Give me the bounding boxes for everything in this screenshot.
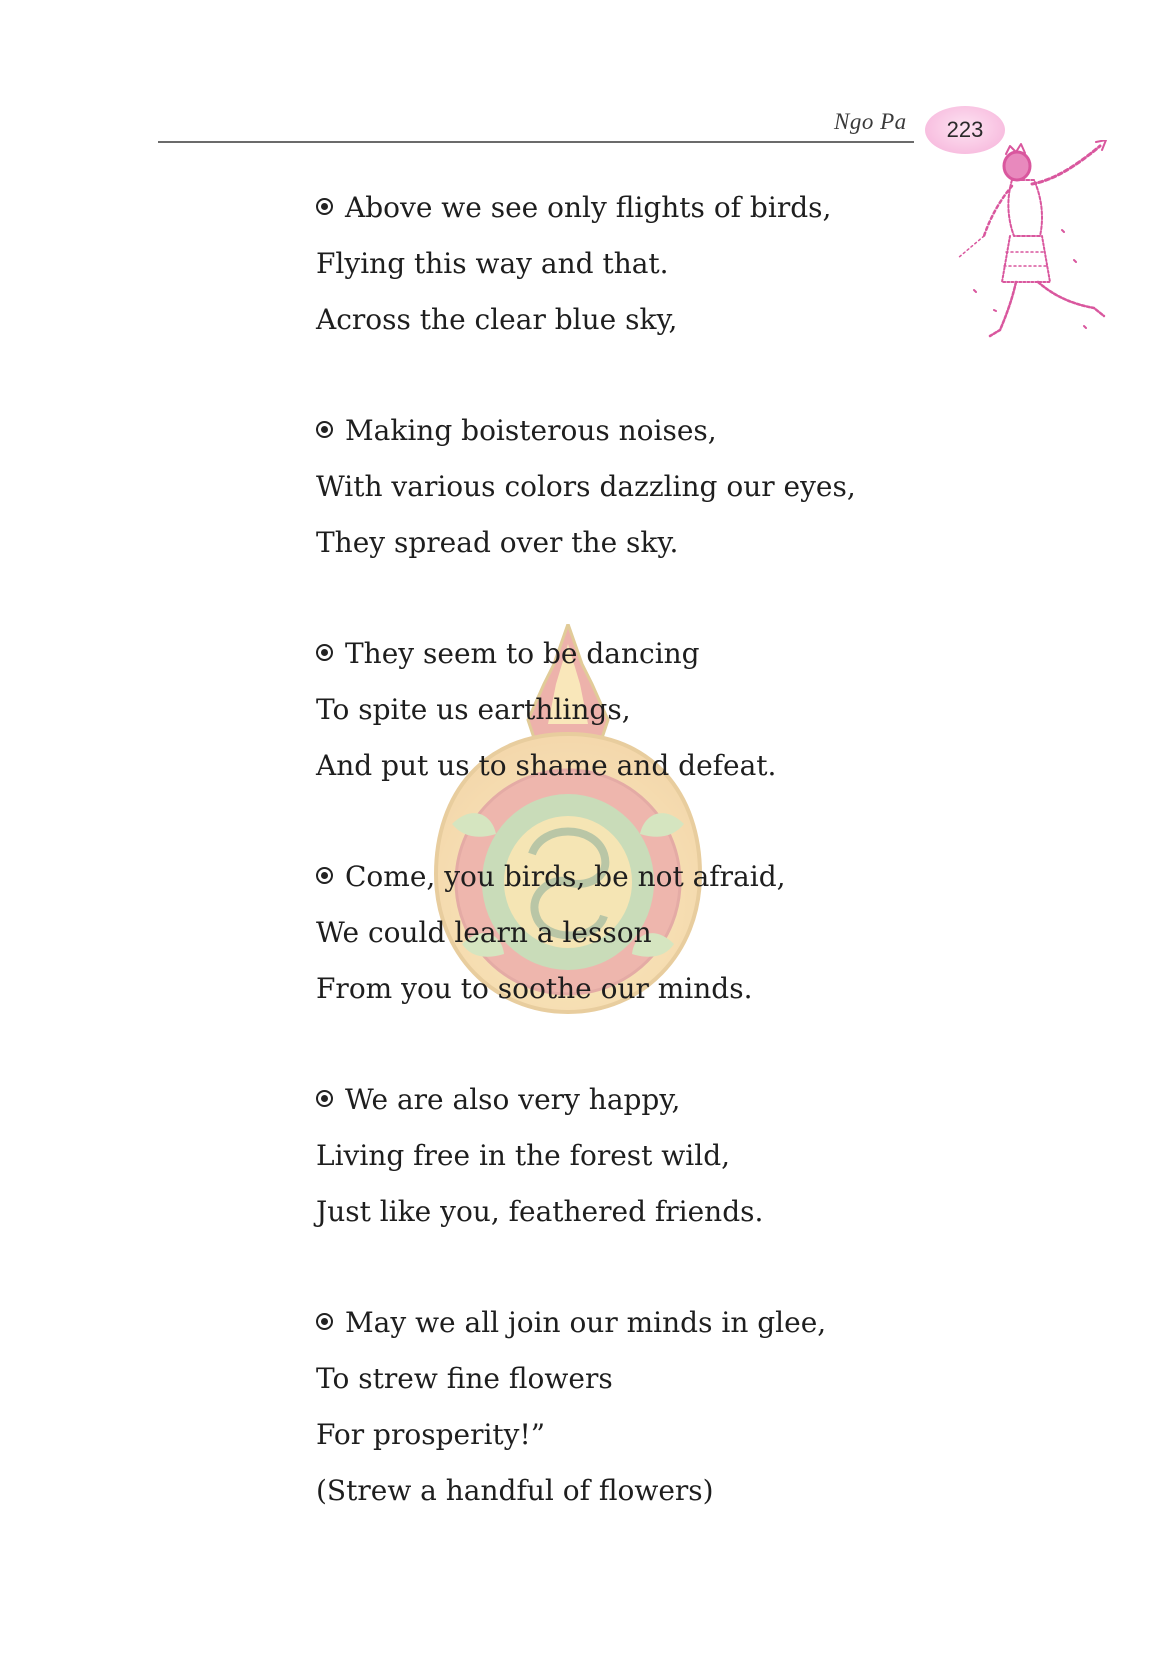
poem-line: They seem to be dancing bbox=[316, 626, 1016, 682]
poem-line: We are also very happy, bbox=[316, 1072, 1016, 1128]
poem-line: Above we see only flights of birds, bbox=[316, 180, 1016, 236]
page-number: 223 bbox=[946, 117, 984, 142]
poem-line: Just like you, feathered friends. bbox=[316, 1195, 764, 1228]
poem bbox=[316, 180, 1016, 1574]
poem-line: Flying this way and that. bbox=[316, 247, 669, 280]
poem-line: Making boisterous noises, bbox=[316, 403, 1016, 459]
running-head: Ngo Pa bbox=[834, 109, 907, 134]
stanza bbox=[316, 403, 1016, 571]
poem-line: Across the clear blue sky, bbox=[316, 303, 678, 336]
circle-bullet-icon bbox=[316, 867, 333, 884]
circle-bullet-icon bbox=[316, 1090, 333, 1107]
poem-line: For prosperity!” bbox=[316, 1418, 546, 1451]
stage-direction: (Strew a handful of flowers) bbox=[316, 1474, 714, 1507]
stanza bbox=[316, 180, 1016, 348]
poem-line: Come, you birds, be not afraid, bbox=[316, 849, 1016, 905]
poem-line: May we all join our minds in glee, bbox=[316, 1295, 1016, 1351]
circle-bullet-icon bbox=[316, 1313, 333, 1330]
stanza bbox=[316, 626, 1016, 794]
stanza bbox=[316, 1072, 1016, 1240]
stanza bbox=[316, 849, 1016, 1017]
circle-bullet-icon bbox=[316, 198, 333, 215]
poem-line: And put us to shame and defeat. bbox=[316, 749, 777, 782]
poem-line: We could learn a lesson bbox=[316, 916, 652, 949]
circle-bullet-icon bbox=[316, 644, 333, 661]
circle-bullet-icon bbox=[316, 421, 333, 438]
poem-line: Living free in the forest wild, bbox=[316, 1139, 731, 1172]
poem-line: From you to soothe our minds. bbox=[316, 972, 753, 1005]
stanza bbox=[316, 1295, 1016, 1519]
poem-line: To spite us earthlings, bbox=[316, 693, 631, 726]
poem-line: With various colors dazzling our eyes, bbox=[316, 470, 856, 503]
poem-line: They spread over the sky. bbox=[316, 526, 679, 559]
poem-line: To strew fine flowers bbox=[316, 1362, 613, 1395]
header-rule bbox=[158, 141, 914, 143]
